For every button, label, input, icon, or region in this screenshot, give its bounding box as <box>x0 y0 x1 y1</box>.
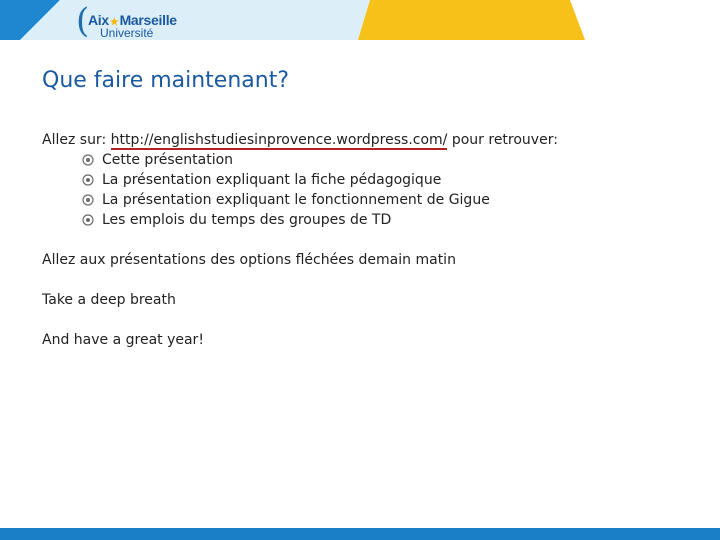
target-circle-icon <box>82 154 94 166</box>
target-circle-icon <box>82 214 94 226</box>
list-item <box>82 210 682 230</box>
logo-text-aix: Aix <box>88 12 109 28</box>
intro-prefix: Allez sur: <box>42 132 111 148</box>
list-item-label: Cette présentation <box>102 152 234 168</box>
slide-title: Que faire maintenant? <box>42 68 290 93</box>
footer-bar <box>0 528 720 540</box>
logo-text-universite: Université <box>100 26 154 40</box>
intro-suffix: pour retrouver: <box>447 132 558 148</box>
list-item <box>82 150 682 170</box>
logo-text-marseille: Marseille <box>119 12 177 28</box>
list-item-label: Les emplois du temps des groupes de TD <box>102 212 392 228</box>
list-item-label: La présentation expliquant la fiche pédagogique <box>102 172 442 188</box>
breath-paragraph: Take a deep breath <box>42 292 176 308</box>
options-paragraph: Allez aux présentations des options fléchées demain matin <box>42 252 456 268</box>
blog-link[interactable]: http://englishstudiesinprovence.wordpress.com/ <box>110 132 448 148</box>
list-item <box>82 170 682 190</box>
logo-star-icon: ★ <box>109 17 119 28</box>
target-circle-icon <box>82 194 94 206</box>
target-circle-icon <box>82 174 94 186</box>
slide-body <box>42 130 682 350</box>
list-item-label: La présentation expliquant le fonctionnement de Gigue <box>102 192 490 208</box>
great-year-paragraph: And have a great year! <box>42 332 204 348</box>
intro-paragraph <box>42 130 682 150</box>
resource-list <box>42 150 682 230</box>
list-item <box>82 190 682 210</box>
